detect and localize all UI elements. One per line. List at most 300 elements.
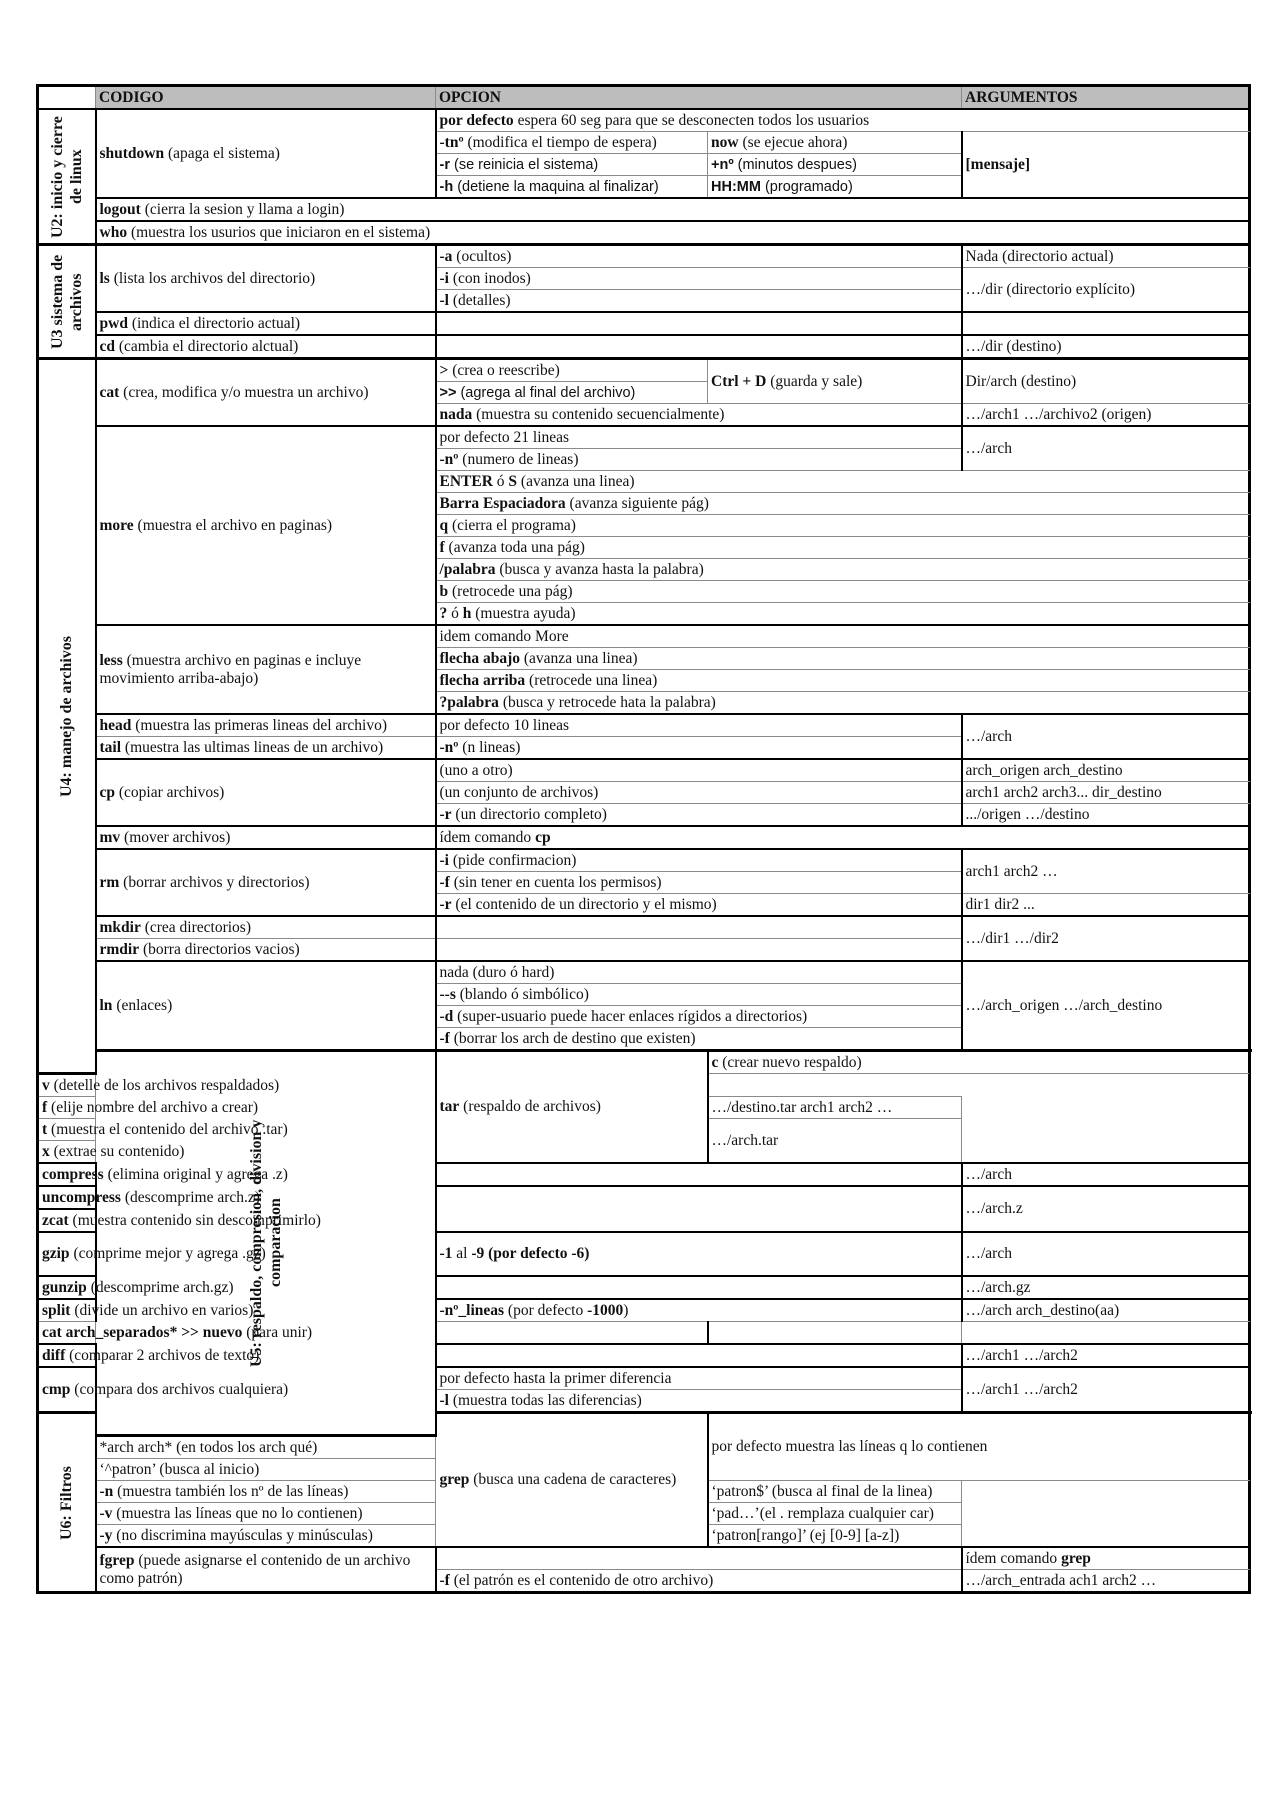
opt-ls-a — [436, 245, 962, 268]
opt-tar-t — [38, 1119, 436, 1141]
cmd-mv — [96, 826, 436, 849]
opt-tar-c — [708, 1051, 1250, 1074]
opt-uncompress-empty — [436, 1186, 962, 1232]
opt-text: (el patrón es el contenido de otro archivo) — [449, 1571, 714, 1589]
opt-text: (avanza una linea) — [517, 472, 635, 490]
arg-ls-2: …/dir (directorio explícito) — [962, 268, 1250, 313]
arg-cat-2: …/arch1 …/archivo2 (origen) — [962, 404, 1250, 427]
arg-cp-1: arch_origen arch_destino — [962, 759, 1250, 782]
command-reference-sheet — [36, 84, 1248, 1594]
opt-text: -i — [439, 851, 449, 869]
opt-text: v — [42, 1076, 50, 1094]
cmd-shutdown — [96, 109, 436, 198]
arg-rm-1: arch1 arch2 … — [962, 849, 1250, 894]
opt-tar-x — [38, 1141, 436, 1164]
opt-text: (crea o reescribe) — [448, 361, 560, 379]
arg-gunzip: …/arch.gz — [962, 1276, 1250, 1299]
cmd-text: cd — [99, 337, 115, 355]
header-option: OPCION — [436, 86, 962, 110]
opt-ln-nada: nada (duro ó hard) — [436, 961, 962, 984]
opt-text: (no discrimina mayúsculas y minúsculas) — [112, 1526, 373, 1544]
cmd-rm — [96, 849, 436, 916]
opt-more-q — [436, 515, 1250, 537]
arg-ls-1: Nada (directorio actual) — [962, 245, 1250, 268]
opt-text: Barra Espaciadora — [439, 494, 566, 512]
opt-tar-v — [38, 1074, 436, 1097]
opt-text: -nº — [439, 450, 459, 468]
cmd-shutdown-name: shutdown — [99, 144, 165, 162]
opt-text: (guarda y sale) — [766, 372, 863, 390]
opt-text: > — [439, 361, 449, 379]
cmd-cp — [96, 759, 436, 826]
cmd-text: zcat — [42, 1211, 69, 1229]
arg-headtail: …/arch — [962, 714, 1250, 759]
arg-text: grep — [1061, 1549, 1091, 1567]
cmd-gzip — [38, 1232, 266, 1276]
opt-text: (retrocede una pág) — [448, 582, 573, 600]
opt-text: (modifica el tiempo de espera) — [463, 133, 657, 151]
opt-text: (se reinicia el sistema) — [449, 156, 599, 173]
row-head — [38, 714, 1250, 737]
cmd-text: (cierra la sesion y llama a login) — [140, 200, 345, 218]
cmd-text: compress — [42, 1165, 104, 1183]
arg-cd: …/dir (destino) — [962, 335, 1250, 359]
cmd-text: pwd — [99, 314, 128, 332]
cmd-text: (muestra el archivo en paginas) — [133, 516, 333, 534]
opt-text: ENTER — [439, 472, 493, 490]
opt-text: (programado) — [760, 178, 853, 195]
opt-text: ? — [439, 604, 448, 622]
cmd-rmdir — [96, 939, 436, 962]
opt-text: (blando ó simbólico) — [455, 985, 589, 1003]
row-pwd — [38, 312, 1250, 335]
opt-cp-2: (un conjunto de archivos) — [436, 782, 962, 804]
arg-cp-2: arch1 arch2 arch3... dir_destino — [962, 782, 1250, 804]
opt-text: -nº — [439, 738, 459, 756]
row-gunzip — [38, 1276, 1250, 1299]
opt-text: c — [711, 1053, 719, 1071]
opt-cat-ctrl — [708, 359, 962, 404]
opt-more-enter — [436, 471, 1250, 493]
opt-text: -h — [439, 178, 454, 195]
opt-text: flecha abajo — [439, 649, 521, 667]
arg-cat-1: Dir/arch (destino) — [962, 359, 1250, 404]
cmd-text: (enlaces) — [112, 996, 173, 1014]
cmd-text: (lista los archivos del directorio) — [109, 269, 316, 287]
opt-text: (retrocede una linea) — [525, 671, 658, 689]
cmd-text: (respaldo de archivos) — [459, 1098, 601, 1115]
opt-text: (numero de lineas) — [458, 450, 579, 468]
row-cat-1 — [38, 359, 1250, 382]
unit-u3-label: U3 sistema de archivos — [48, 254, 85, 349]
opt-grep-v — [96, 1503, 708, 1525]
unit-u5-label: U5: respaldo, compresion, division y comparacion — [247, 1119, 284, 1367]
opt-text: (muestra su contenido secuencialmente) — [472, 405, 725, 423]
opt-text: cp — [535, 828, 551, 846]
opt-gzip — [436, 1232, 962, 1276]
opt-text: (detiene la maquina al finalizar) — [453, 178, 659, 195]
opt-text: ) — [623, 1301, 629, 1319]
opt-cmp-default: por defecto hasta la primer diferencia — [436, 1367, 962, 1390]
opt-text: (pide confirmacion) — [448, 851, 577, 869]
cmd-tail — [96, 737, 436, 760]
cmd-text: rmdir — [99, 940, 140, 958]
opt-compress-empty — [436, 1163, 962, 1186]
cmd-text: (comparar 2 archivos de texto) — [65, 1346, 260, 1364]
cmd-less — [96, 625, 436, 714]
cmd-text: diff — [42, 1346, 66, 1364]
cmd-split — [38, 1299, 254, 1322]
cmd-text: rm — [99, 873, 120, 891]
opt-text: -r — [439, 156, 450, 173]
arg-compress: …/arch — [962, 1163, 1250, 1186]
opt-shutdown-tn — [436, 132, 708, 154]
opt-text: (detalles) — [448, 291, 511, 309]
cmd-tar — [436, 1051, 708, 1164]
opt-text: S — [508, 472, 518, 490]
cmd-text: mkdir — [99, 918, 141, 936]
row-less-1 — [38, 625, 1250, 648]
row-cp-1 — [38, 759, 1250, 782]
opt-text: (sin tener en cuenta los permisos) — [449, 873, 662, 891]
opt-less-down — [436, 648, 1250, 670]
opt-text: +nº — [711, 156, 734, 173]
opt-text: -a — [439, 247, 453, 265]
cmd-text: (comprime mejor y agrega .gz) — [69, 1245, 266, 1262]
cmd-diff — [38, 1344, 260, 1367]
arg-shutdown — [962, 132, 1250, 199]
opt-mkdir-empty — [436, 916, 962, 939]
row-more-1 — [38, 426, 1250, 449]
cmd-text: (cambia el directorio alctual) — [115, 337, 299, 355]
opt-rmdir-empty — [436, 939, 962, 962]
linux-commands-table — [36, 84, 1251, 1594]
cmd-text: (muestra las primeras lineas del archivo) — [131, 716, 388, 734]
opt-more-space — [436, 493, 1250, 515]
opt-text: t — [42, 1120, 48, 1138]
cmd-text: (muestra los usurios que iniciaron en el sistema) — [127, 223, 431, 241]
opt-text: (n lineas) — [458, 738, 521, 756]
opt-cat-gt — [436, 359, 708, 382]
header-blank — [38, 86, 96, 110]
unit-u3 — [38, 245, 96, 359]
header-code: CODIGO — [96, 86, 436, 110]
opt-more-b — [436, 581, 1250, 603]
arg-catsep-empty — [708, 1322, 962, 1345]
opt-text: -y — [99, 1526, 113, 1544]
arg-diff: …/arch1 …/arch2 — [962, 1344, 1250, 1367]
opt-text: ó — [492, 472, 509, 490]
opt-fgrep-empty — [436, 1547, 962, 1570]
arg-grep-2: *arch arch* (en todos los arch qué) — [96, 1436, 436, 1459]
opt-text: ó — [447, 604, 463, 622]
opt-text: (elije nombre del archivo a crear) — [47, 1098, 259, 1116]
opt-text: (avanza una linea) — [520, 649, 638, 667]
opt-shutdown-hhmm — [708, 176, 962, 199]
header-row — [38, 86, 1250, 110]
arg-split: …/arch arch_destino(aa) — [962, 1299, 1250, 1322]
opt-mv — [436, 826, 1250, 849]
cmd-text: less — [99, 651, 123, 669]
row-split — [38, 1299, 1250, 1322]
opt-more-default: por defecto 21 lineas — [436, 426, 962, 449]
opt-ln-f — [436, 1028, 962, 1051]
row-ln-1 — [38, 961, 1250, 984]
arg-tar-2: …/destino.tar arch1 arch2 … — [708, 1097, 962, 1119]
opt-text: f — [42, 1098, 48, 1116]
opt-text: -f — [439, 1571, 450, 1589]
arg-text: [mensaje] — [965, 155, 1031, 173]
opt-text: q — [439, 516, 449, 534]
opt-text: al — [452, 1245, 472, 1262]
unit-u6 — [38, 1413, 96, 1593]
arg-tar-3: …/arch.tar — [708, 1119, 962, 1164]
opt-text: (avanza siguiente pág) — [565, 494, 709, 512]
cmd-text: (borra directorios vacios) — [139, 940, 300, 958]
opt-pwd-empty — [436, 312, 962, 335]
row-diff — [38, 1344, 1250, 1367]
row-grep-6 — [38, 1525, 1250, 1548]
row-grep-5 — [38, 1503, 1250, 1525]
opt-cmp-l — [436, 1390, 962, 1413]
cmd-text: (divide un archivo en varios) — [70, 1301, 254, 1319]
opt-more-f — [436, 537, 1250, 559]
opt-text: flecha arriba — [439, 671, 526, 689]
cmd-head — [96, 714, 436, 737]
arg-cmp: …/arch1 …/arch2 — [962, 1367, 1250, 1413]
cmd-zcat — [38, 1209, 321, 1232]
opt-shutdown-r — [436, 154, 708, 176]
cmd-gunzip — [38, 1276, 234, 1299]
cmd-text: head — [99, 716, 132, 734]
opt-text: (busca y retrocede hata la palabra) — [498, 693, 716, 711]
cmd-text: tail — [99, 738, 122, 756]
opt-text: -f — [439, 1029, 450, 1047]
cmd-text: tar — [439, 1098, 460, 1115]
opt-text: x — [42, 1142, 50, 1160]
opt-ls-l — [436, 290, 962, 313]
opt-text: -d — [439, 1007, 454, 1025]
arg-uncompress: …/arch.z — [962, 1186, 1250, 1232]
arg-grep-6: ‘patron[rango]’ (ej [0-9] [a-z]) — [708, 1525, 962, 1548]
cmd-text: gunzip — [42, 1278, 87, 1296]
cmd-text: logout — [99, 200, 141, 218]
cmd-text: split — [42, 1301, 71, 1319]
unit-u6-label: U6: Filtros — [58, 1465, 76, 1540]
opt-text: (avanza toda una pág) — [444, 538, 585, 556]
opt-text: f — [439, 538, 445, 556]
cmd-text: who — [99, 223, 128, 241]
opt-text: (muestra ayuda) — [471, 604, 576, 622]
cmd-cmp — [38, 1367, 289, 1413]
cmd-compress — [38, 1163, 288, 1186]
cmd-uncompress — [38, 1186, 260, 1209]
row-shutdown-default — [38, 109, 1250, 132]
opt-fgrep-f — [436, 1570, 962, 1593]
opt-ls-i — [436, 268, 962, 290]
cmd-text: (puede asignarse el contenido de un archivo como patrón) — [99, 1551, 411, 1587]
cmd-text: (crea directorios) — [140, 918, 252, 936]
opt-less-up — [436, 670, 1250, 692]
opt-rm-f — [436, 872, 962, 894]
opt-text: -f — [439, 873, 450, 891]
opt-cd-empty — [436, 335, 962, 359]
cmd-shutdown-desc: (apaga el sistema) — [164, 144, 280, 162]
cmd-text: (borrar archivos y directorios) — [119, 873, 310, 891]
opt-cat-gtgt — [436, 382, 708, 404]
opt-shutdown-default — [436, 109, 1250, 132]
cmd-fgrep — [96, 1547, 436, 1593]
arg-grep-4: ‘patron$’ (busca al final de la linea) — [708, 1481, 962, 1503]
arg-cp-3: .../origen …/destino — [962, 804, 1250, 827]
arg-rm-2: dir1 dir2 ... — [962, 894, 1250, 917]
cmd-text: (elimina original y agrega .z) — [103, 1165, 288, 1183]
opt-text: -n — [99, 1482, 114, 1500]
cmd-more — [96, 426, 436, 625]
arg-grep-5: ‘pad…’(el . remplaza cualquier car) — [708, 1503, 962, 1525]
opt-more-palabra — [436, 559, 1250, 581]
unit-u2-label: U2: inicio y cierre de linux — [48, 115, 85, 238]
cmd-text: ln — [99, 996, 113, 1014]
opt-more-help — [436, 603, 1250, 626]
cmd-mkdir — [96, 916, 436, 939]
opt-cp-r — [436, 804, 962, 827]
unit-u2 — [38, 109, 96, 245]
cmd-text: cat arch_separados* >> nuevo — [42, 1323, 243, 1341]
row-cd — [38, 335, 1250, 359]
cmd-cat-join — [38, 1322, 708, 1345]
opt-text: -1000 — [587, 1301, 624, 1319]
cmd-who — [96, 221, 1250, 245]
opt-text: (minutos despues) — [733, 156, 857, 173]
opt-text: -9 (por defecto -6) — [471, 1245, 590, 1262]
opt-less-idem: idem comando More — [436, 625, 1250, 648]
opt-text: (busca y avanza hasta la palabra) — [495, 560, 704, 578]
row-mkdir — [38, 916, 1250, 939]
arg-gzip: …/arch — [962, 1232, 1250, 1276]
cmd-text: uncompress — [42, 1188, 121, 1206]
opt-text: -l — [439, 1391, 449, 1409]
cmd-text: cmp — [42, 1380, 71, 1398]
row-rm-1 — [38, 849, 1250, 872]
opt-text: Ctrl + D — [711, 372, 767, 390]
cmd-text: fgrep — [99, 1551, 135, 1569]
cmd-text: (descomprime arch.gz) — [86, 1278, 234, 1296]
cmd-ln — [96, 961, 436, 1051]
opt-grep-y — [96, 1525, 708, 1548]
cmd-text: (indica el directorio actual) — [127, 314, 301, 332]
opt-text: h — [462, 604, 472, 622]
opt-text: (muestra todas las diferencias) — [448, 1391, 642, 1409]
cmd-text: (muestra las ultimas lineas de un archivo) — [121, 738, 384, 756]
cmd-cat — [96, 359, 436, 427]
arg-grep-3: ‘^patron’ (busca al inicio) — [96, 1459, 436, 1481]
cmd-text: cat — [99, 383, 120, 401]
opt-tar-f — [38, 1097, 436, 1119]
opt-text: --s — [439, 985, 456, 1003]
opt-text: -i — [439, 269, 449, 287]
opt-ln-s — [436, 984, 962, 1006]
opt-text: (el contenido de un directorio y el mismo) — [451, 895, 717, 913]
cmd-ls — [96, 245, 436, 313]
cmd-text: more — [99, 516, 134, 534]
arg-ln: …/arch_origen …/arch_destino — [962, 961, 1250, 1051]
row-catsep — [38, 1322, 1250, 1345]
row-compress — [38, 1163, 1250, 1186]
opt-text: (borrar los arch de destino que existen) — [449, 1029, 696, 1047]
arg-fgrep-1 — [962, 1547, 1250, 1570]
opt-text: -1 — [439, 1245, 453, 1262]
row-ls-1 — [38, 245, 1250, 268]
opt-text: now — [711, 133, 739, 151]
row-fgrep-1 — [38, 1547, 1250, 1570]
header-arguments: ARGUMENTOS — [962, 86, 1250, 110]
opt-text: (ocultos) — [452, 247, 512, 265]
opt-tail-n — [436, 737, 962, 760]
opt-cat-nada — [436, 404, 962, 427]
opt-text: -nº_lineas — [439, 1301, 505, 1319]
arg-text: ídem comando — [965, 1549, 1062, 1567]
opt-shutdown-plus — [708, 154, 962, 176]
opt-split — [436, 1299, 962, 1322]
cmd-pwd — [96, 312, 436, 335]
arg-fgrep-2: …/arch_entrada ach1 arch2 … — [962, 1570, 1250, 1593]
opt-text: (muestra el contenido del archivo .tar) — [47, 1120, 288, 1138]
cmd-text: cp — [99, 783, 115, 801]
opt-shutdown-now — [708, 132, 962, 154]
opt-shutdown-h — [436, 176, 708, 199]
opt-text: -v — [99, 1504, 113, 1522]
opt-text: (muestra las líneas que no lo contienen) — [112, 1504, 363, 1522]
opt-text: nada — [439, 405, 473, 423]
cmd-text: grep — [439, 1471, 470, 1488]
opt-less-search — [436, 692, 1250, 715]
opt-ln-d — [436, 1006, 962, 1028]
opt-text: -tnº — [439, 133, 464, 151]
cmd-text: mv — [99, 828, 121, 846]
opt-text: (agrega al final del archivo) — [456, 384, 636, 401]
arg-mkdir: …/dir1 …/dir2 — [962, 916, 1250, 961]
cmd-text: (copiar archivos) — [115, 783, 225, 801]
opt-grep-default: por defecto muestra las líneas q lo contienen — [708, 1413, 1250, 1481]
row-uncompress — [38, 1186, 1250, 1209]
opt-text: (un directorio completo) — [451, 805, 607, 823]
cmd-logout — [96, 198, 1250, 221]
opt-text: ?palabra — [439, 693, 499, 711]
cmd-text: (descomprime arch.z) — [120, 1188, 260, 1206]
opt-gunzip-empty — [436, 1276, 962, 1299]
row-who — [38, 221, 1250, 245]
opt-more-n — [436, 449, 962, 471]
cmd-text: (crea, modifica y/o muestra un archivo) — [119, 383, 369, 401]
cmd-cd — [96, 335, 436, 359]
opt-text: -l — [439, 291, 449, 309]
opt-text: por defecto — [439, 111, 514, 129]
opt-text: (extrae su contenido) — [49, 1142, 185, 1160]
arg-pwd-empty — [962, 312, 1250, 335]
opt-text: (detelle de los archivos respaldados) — [49, 1076, 280, 1094]
opt-diff-empty — [436, 1344, 962, 1367]
cmd-text: ls — [99, 269, 110, 287]
cmd-text: gzip — [42, 1245, 70, 1262]
opt-text: (cierra el programa) — [448, 516, 576, 534]
cmd-text: (busca una cadena de caracteres) — [469, 1471, 677, 1488]
opt-text: (crear nuevo respaldo) — [718, 1053, 862, 1071]
row-tar-1 — [38, 1051, 1250, 1074]
cmd-text: (mover archivos) — [120, 828, 231, 846]
opt-text: (por defecto — [504, 1301, 588, 1319]
opt-text: (muestra también los nº de las líneas) — [113, 1482, 349, 1500]
